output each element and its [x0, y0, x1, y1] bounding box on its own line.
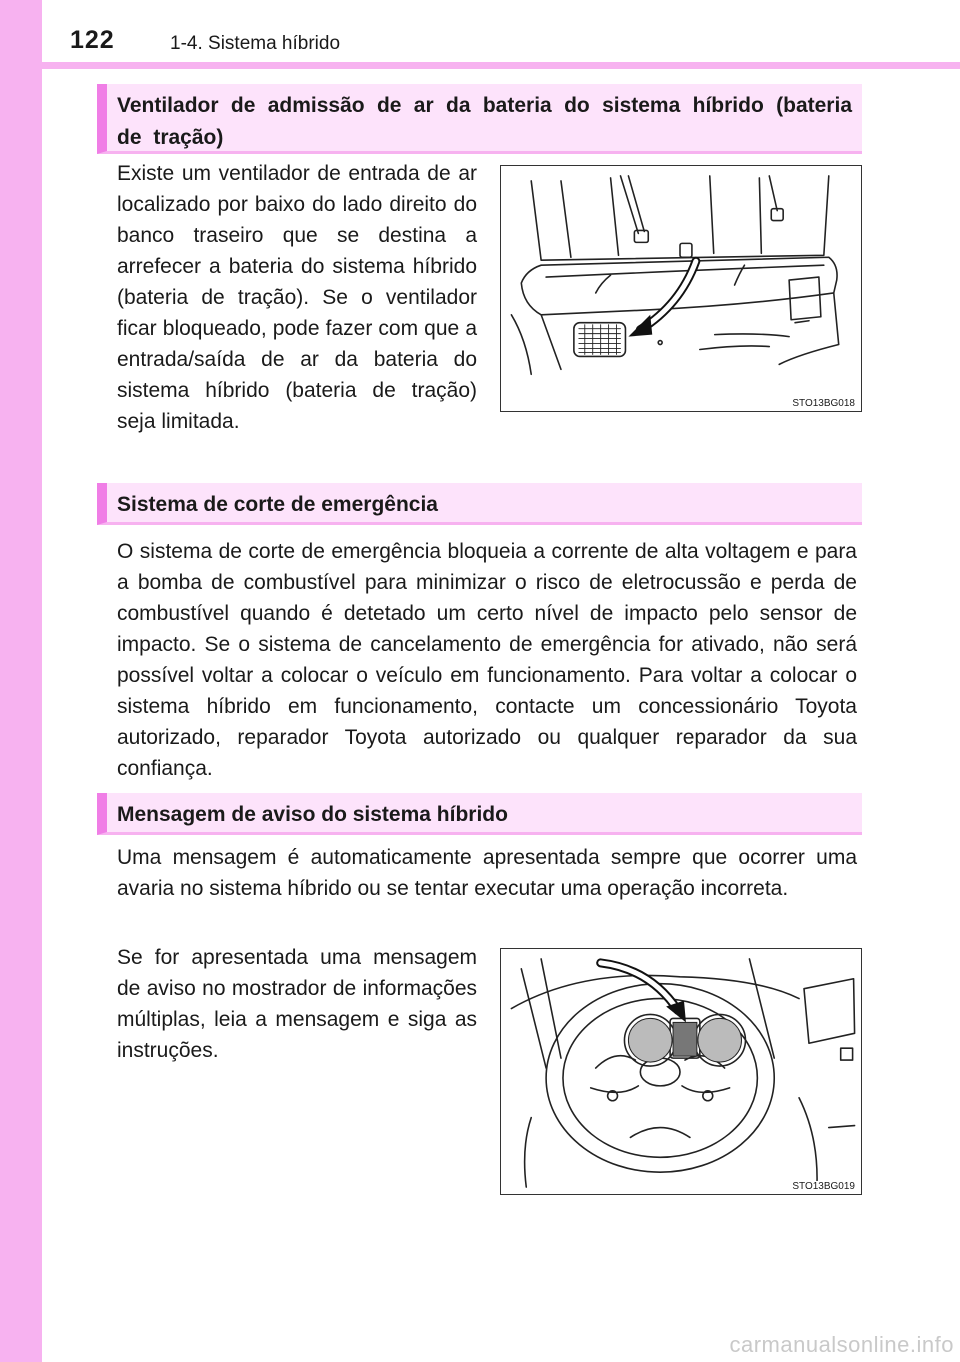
- figure-code: STO13BG019: [792, 1181, 855, 1192]
- left-margin-strip: [0, 0, 42, 1362]
- section-heading-warning-message: Mensagem de aviso do sistema híbrido: [97, 793, 862, 835]
- rear-seat-drawing: [501, 166, 861, 411]
- rear-seat-fan-illustration: [500, 165, 862, 412]
- steering-wheel-display-illustration: [500, 948, 862, 1195]
- chapter-title: 1-4. Sistema híbrido: [170, 33, 341, 54]
- fan-paragraph: Existe um ventilador de entrada de ar localizado por baixo do lado direito do banco traseiro que se destina a arrefecer a bateria do sistema híbrido (bateria de tração). Se o ventilador ficar bloqueado, pode fazer com que a entrada/saída de ar da bateria do sistema híbrido (bateria de tração) seja limitada.: [117, 162, 477, 433]
- figure-code: STO13BG018: [792, 398, 855, 409]
- section-heading-emergency-cutoff: Sistema de corte de emergência: [97, 483, 862, 525]
- warning-message-paragraph-1: Uma mensagem é automaticamente apresentada sempre que ocorrer uma avaria no sistema híbrido ou se tentar executar uma operação incorreta.: [117, 846, 857, 900]
- header-rule: [0, 62, 960, 69]
- dashboard-drawing: [501, 949, 861, 1194]
- emergency-cutoff-paragraph: O sistema de corte de emergência bloqueia a corrente de alta voltagem e para a bomba de combustível para minimizar o risco de eletrocussão e perda de combustível quando é detetado um certo nível de impacto pelo sensor de impacto. Se o sistema de cancelamento de emergência for ativado, não será possível voltar a colocar o veículo em funcionamento. Para voltar a colocar o sistema híbrido em funcionamento, contacte um concessionário Toyota autorizado, reparador Toyota autorizado ou qualquer reparador da sua confiança.: [117, 540, 857, 780]
- watermark: carmanualsonline.info: [729, 1332, 954, 1357]
- warning-message-paragraph-2: Se for apresentada uma mensagem de aviso no mostrador de informações múltiplas, leia a mensagem e siga as instruções.: [117, 946, 477, 1062]
- section-heading-fan: Ventilador de admissão de ar da bateria do sistema híbrido (bateria de tração): [97, 84, 862, 154]
- page-number: 122: [70, 26, 115, 54]
